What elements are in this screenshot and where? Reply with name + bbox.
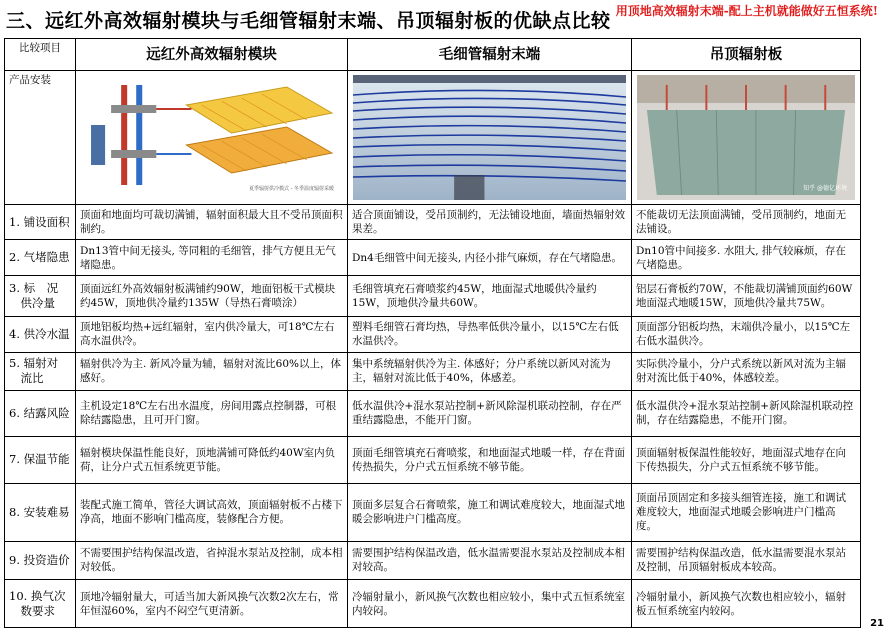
photo-watermark: 知乎 @德亿环境	[803, 185, 847, 193]
table-cell: 低水温供冷+混水泵站控制+新风除湿机联动控制，存在结露隐患，不能开门窗。	[632, 391, 861, 437]
table-cell: 铝层石膏板约70W，不能裁切满铺顶面约60W地面湿式地暖15W，顶地供冷量共75W。	[632, 275, 861, 317]
install-photo-row	[5, 71, 861, 205]
row-label: 2. 气堵隐患	[5, 240, 76, 275]
row-label-install: 产品安装	[5, 71, 76, 205]
radiant-module-diagram-icon	[81, 75, 342, 200]
table-row	[5, 240, 861, 275]
table-cell: 集中系统辐射供冷为主. 体感好；分户系统以新风对流为主，辐射对流比低于40%，体感差。	[348, 352, 632, 390]
table-cell: 冷辐射量小，新风换气次数也相应较小，集中式五恒系统室内较闷。	[348, 580, 632, 628]
row-label: 6. 结露风险	[5, 391, 76, 437]
table-cell: 顶地铝板均热+远红辐射，室内供冷量大，可18℃左右高水温供冷。	[76, 317, 348, 352]
table-row	[5, 436, 861, 483]
table-cell: 不需要围护结构保温改造，省掉混水泵站及控制，成本相对较低。	[76, 541, 348, 579]
photo-caption-radiant: 夏季辐射供冷模式 - 冬季温度辐射采暖	[249, 186, 334, 193]
ceiling-panel-photo-icon	[637, 75, 855, 200]
table-cell: 顶面和地面均可裁切满铺，辐射面积最大且不受吊顶面积制约。	[76, 205, 348, 240]
column-header-radiant-module: 远红外高效辐射模块	[76, 39, 348, 71]
table-cell: 顶面多层复合石膏喷浆，施工和调试难度较大，地面湿式地暖会影响进户门槛高度。	[348, 483, 632, 541]
table-header-row	[5, 39, 861, 71]
table-row	[5, 580, 861, 628]
row-label: 7. 保温节能	[5, 436, 76, 483]
table-cell: 塑料毛细管石膏均热，导热率低供冷量小，以15℃左右低水温供冷。	[348, 317, 632, 352]
table-cell: 顶面吊顶固定和多接头细管连接，施工和调试难度较大，地面湿式地暖会影响进户门槛高度。	[632, 483, 861, 541]
row-label: 5. 辐射对 流比	[5, 352, 76, 390]
table-cell: 顶面远红外高效辐射板满铺约90W，地面铝板干式模块约45W，顶地供冷量约135W（导热石膏喷涂）	[76, 275, 348, 317]
table-cell: 装配式施工简单，管径大调试高效，顶面辐射板不占楼下净高，地面不影响门槛高度，装修配合方便。	[76, 483, 348, 541]
table-cell: 辐射模块保温性能良好，顶地满铺可降低约40W室内负荷，让分户式五恒系统更节能。	[76, 436, 348, 483]
slogan-tagline: 用顶地高效辐射末端-配上主机就能做好五恒系统!	[615, 4, 878, 18]
row-label: 1. 铺设面积	[5, 205, 76, 240]
row-label: 8. 安装难易	[5, 483, 76, 541]
table-cell: 毛细管填充石膏喷浆约45W，地面湿式地暖供冷量约15W，顶地供冷量共60W。	[348, 275, 632, 317]
table-row	[5, 391, 861, 437]
table-cell: 适合顶面铺设，受吊顶制约，无法铺设地面，墙面热辐射效果差。	[348, 205, 632, 240]
table-cell: 需要围护结构保温改造，低水温需要混水泵站及控制成本相对较高。	[348, 541, 632, 579]
table-cell: 低水温供冷+混水泵站控制+新风除湿机联动控制，存在严重结露隐患，不能开门窗。	[348, 391, 632, 437]
page-number: 21	[870, 618, 884, 629]
table-cell: Dn10管中间接多. 水阻大, 排气较麻烦，存在气堵隐患。	[632, 240, 861, 275]
table-cell: 顶地冷辐射量大，可适当加大新风换气次数2次左右，常年恒湿60%，室内不闷空气更清新。	[76, 580, 348, 628]
table-cell: 顶面辐射板保温性能较好，地面湿式地存在向下传热损失，分户式五恒系统不够节能。	[632, 436, 861, 483]
photo-cell-capillary	[348, 71, 632, 205]
column-header-capillary: 毛细管辐射末端	[348, 39, 632, 71]
table-row	[5, 541, 861, 579]
photo-cell-radiant-module	[76, 71, 348, 205]
table-cell: 顶面毛细管填充石膏喷浆，和地面湿式地暖一样，存在背面传热损失，分户式五恒系统不够节能。	[348, 436, 632, 483]
photo-cell-ceiling-panel	[632, 71, 861, 205]
corner-header: 比较项目	[5, 39, 76, 71]
table-cell: 顶面部分铝板均热，末端供冷量小，以15℃左右低水温供冷。	[632, 317, 861, 352]
row-label: 4. 供冷水温	[5, 317, 76, 352]
table-row	[5, 483, 861, 541]
table-cell: 需要围护结构保温改造，低水温需要混水泵站及控制，吊顶辐射板成本较高。	[632, 541, 861, 579]
table-row	[5, 352, 861, 390]
capillary-pipe-photo-icon	[353, 75, 626, 200]
table-row	[5, 275, 861, 317]
table-cell: 辐射供冷为主. 新风冷量为辅，辐射对流比60%以上，体感好。	[76, 352, 348, 390]
table-cell: 不能裁切无法顶面满铺，受吊顶制约，地面无法铺设。	[632, 205, 861, 240]
row-label: 3. 标 况 供冷量	[5, 275, 76, 317]
table-cell: Dn13管中间无接头, 等同粗的毛细管，排气方便且无气堵隐患。	[76, 240, 348, 275]
table-cell: Dn4毛细管中间无接头, 内径小排气麻烦，存在气堵隐患。	[348, 240, 632, 275]
comparison-table	[4, 38, 861, 628]
row-label: 9. 投资造价	[5, 541, 76, 579]
row-label: 10. 换气次 数要求	[5, 580, 76, 628]
column-header-ceiling-panel: 吊顶辐射板	[632, 39, 861, 71]
table-row	[5, 205, 861, 240]
table-cell: 实际供冷量小，分户式系统以新风对流为主辐射对流比低于40%，体感较差。	[632, 352, 861, 390]
table-row	[5, 317, 861, 352]
table-cell: 冷辐射量小，新风换气次数也相应较小，辐射板五恒系统室内较闷。	[632, 580, 861, 628]
page-title: 三、远红外高效辐射模块与毛细管辐射末端、吊顶辐射板的优缺点比较	[6, 10, 611, 32]
table-cell: 主机设定18℃左右出水温度，房间用露点控制器，可根除结露隐患，且可开门窗。	[76, 391, 348, 437]
